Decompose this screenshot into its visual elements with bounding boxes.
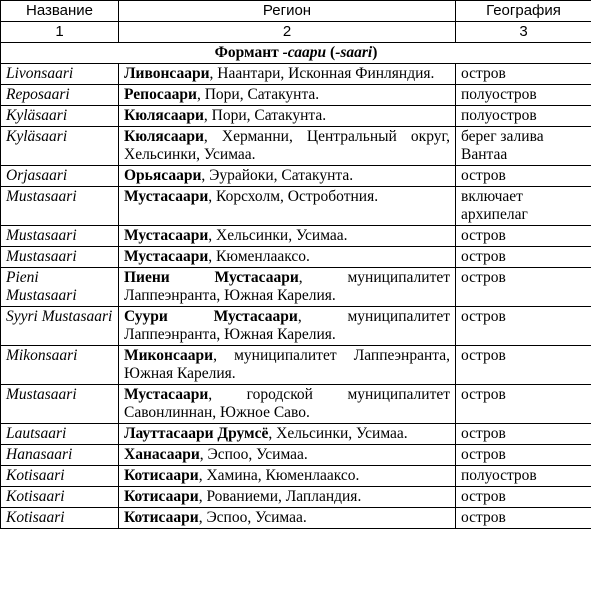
toponym-region <box>119 346 456 385</box>
toponym-region <box>119 127 456 166</box>
toponym-region <box>119 424 456 445</box>
toponym-geography: остров <box>456 268 591 307</box>
toponym-region <box>119 268 456 307</box>
toponym-geography: полуостров <box>456 466 591 487</box>
toponym-russian: Лауттасаари Друмсё <box>124 425 269 442</box>
toponym-location: , муниципалитет Лаппеэнранта, Южная Карелия. <box>124 308 450 343</box>
toponym-location: , муниципалитет Лаппеэнранта, Южная Карелия. <box>124 347 450 382</box>
toponym-location: , Эспоо, Усимаа. <box>199 446 308 463</box>
toponym-name: Orjasaari <box>1 166 119 187</box>
toponym-russian: Котисаари <box>124 488 199 505</box>
table-row <box>1 466 591 487</box>
toponym-name: Kotisaari <box>1 508 119 529</box>
table-row <box>1 487 591 508</box>
toponym-name: Kotisaari <box>1 466 119 487</box>
toponym-location: , Хельсинки, Усимаа. <box>268 425 408 442</box>
toponym-location: , Херманни, Центральный округ, Хельсинки, Усимаа. <box>124 128 450 163</box>
column-number-row <box>1 22 591 43</box>
section-close: ) <box>372 44 378 61</box>
toponym-location: , Эспоо, Усимаа. <box>198 509 307 526</box>
toponym-name: Mustasaari <box>1 385 119 424</box>
toponym-region <box>119 166 456 187</box>
toponym-region <box>119 307 456 346</box>
toponym-russian: Миконсаари <box>124 347 214 364</box>
toponym-name: Mustasaari <box>1 187 119 226</box>
section-formant-latin: -saari <box>335 44 373 61</box>
toponym-location: , муниципалитет Лаппеэнранта, Южная Карелия. <box>124 269 450 304</box>
toponym-russian: Орьясаари <box>124 167 202 184</box>
toponym-region <box>119 247 456 268</box>
table-row <box>1 106 591 127</box>
toponym-region <box>119 85 456 106</box>
table-row <box>1 166 591 187</box>
toponym-geography: включает архипелаг <box>456 187 591 226</box>
toponym-location: , городской муниципалитет Савонлиннан, Южное Саво. <box>124 386 450 421</box>
toponym-region <box>119 64 456 85</box>
toponym-geography: остров <box>456 226 591 247</box>
toponym-geography: остров <box>456 166 591 187</box>
section-prefix: Формант <box>214 44 283 61</box>
toponym-region <box>119 106 456 127</box>
toponym-region <box>119 226 456 247</box>
toponym-location: , Корсхолм, Остроботния. <box>208 188 379 205</box>
toponym-name: Kyläsaari <box>1 127 119 166</box>
toponym-russian: Кюлясаари <box>124 128 204 145</box>
table-row <box>1 508 591 529</box>
header-region: Регион <box>119 1 456 22</box>
toponym-region <box>119 508 456 529</box>
table-row <box>1 424 591 445</box>
toponym-russian: Мустасаари <box>124 227 209 244</box>
table-row <box>1 445 591 466</box>
toponym-russian: Ханасаари <box>124 446 200 463</box>
table-row <box>1 268 591 307</box>
table-row <box>1 346 591 385</box>
toponym-russian: Кюлясаари <box>124 107 204 124</box>
toponym-name: Syyri Mustasaari <box>1 307 119 346</box>
toponym-name: Lautsaari <box>1 424 119 445</box>
header-row <box>1 1 591 22</box>
toponym-geography: остров <box>456 307 591 346</box>
toponym-location: , Пори, Сатакунта. <box>203 107 327 124</box>
toponym-russian: Котисаари <box>124 509 199 526</box>
header-name: Название <box>1 1 119 22</box>
toponym-russian: Ливонсаари <box>124 65 210 82</box>
table-row <box>1 85 591 106</box>
table-row <box>1 385 591 424</box>
toponym-name: Reposaari <box>1 85 119 106</box>
toponym-geography: остров <box>456 64 591 85</box>
toponym-location: , Кюменлааксо. <box>208 248 310 265</box>
section-formant: -саари <box>282 44 327 61</box>
toponym-geography: остров <box>456 346 591 385</box>
toponym-geography: полуостров <box>456 85 591 106</box>
toponym-geography: остров <box>456 385 591 424</box>
toponym-russian: Мустасаари <box>124 248 209 265</box>
toponym-region <box>119 466 456 487</box>
toponym-location: , Наантари, Исконная Финляндия. <box>209 65 435 82</box>
toponym-name: Kotisaari <box>1 487 119 508</box>
toponym-location: , Хельсинки, Усимаа. <box>208 227 348 244</box>
toponym-name: Mustasaari <box>1 247 119 268</box>
toponym-russian: Мустасаари <box>124 188 209 205</box>
toponym-geography: полуостров <box>456 106 591 127</box>
toponym-geography: берег залива Вантаа <box>456 127 591 166</box>
toponym-name: Hanasaari <box>1 445 119 466</box>
toponym-location: , Рованиеми, Лапландия. <box>198 488 362 505</box>
section-title <box>1 43 591 64</box>
toponym-geography: остров <box>456 445 591 466</box>
toponym-geography: остров <box>456 247 591 268</box>
toponym-russian: Котисаари <box>124 467 199 484</box>
toponym-russian: Пиени Мустасаари <box>124 269 299 286</box>
table-row <box>1 187 591 226</box>
toponym-location: , Хамина, Кюменлааксо. <box>198 467 360 484</box>
toponym-location: , Эурайоки, Сатакунта. <box>201 167 354 184</box>
table-row <box>1 64 591 85</box>
table-row <box>1 127 591 166</box>
column-number-3: 3 <box>456 22 591 43</box>
toponym-name: Livonsaari <box>1 64 119 85</box>
toponym-russian: Суури Мустасаари <box>124 308 298 325</box>
table-row <box>1 226 591 247</box>
toponym-name: Mustasaari <box>1 226 119 247</box>
column-number-2: 2 <box>119 22 456 43</box>
toponym-region <box>119 187 456 226</box>
toponym-region <box>119 487 456 508</box>
toponym-location: , Пори, Сатакунта. <box>196 86 320 103</box>
toponym-region <box>119 445 456 466</box>
toponym-russian: Репосаари <box>124 86 197 103</box>
table-row <box>1 247 591 268</box>
table-row <box>1 307 591 346</box>
toponym-geography: остров <box>456 487 591 508</box>
toponym-name: Mikonsaari <box>1 346 119 385</box>
toponym-name: Kyläsaari <box>1 106 119 127</box>
toponym-name: Pieni Mustasaari <box>1 268 119 307</box>
header-geography: География <box>456 1 591 22</box>
toponym-geography: остров <box>456 508 591 529</box>
section-open: ( <box>326 44 336 61</box>
toponym-russian: Мустасаари <box>124 386 209 403</box>
section-row <box>1 43 591 64</box>
toponym-region <box>119 385 456 424</box>
toponym-geography: остров <box>456 424 591 445</box>
column-number-1: 1 <box>1 22 119 43</box>
